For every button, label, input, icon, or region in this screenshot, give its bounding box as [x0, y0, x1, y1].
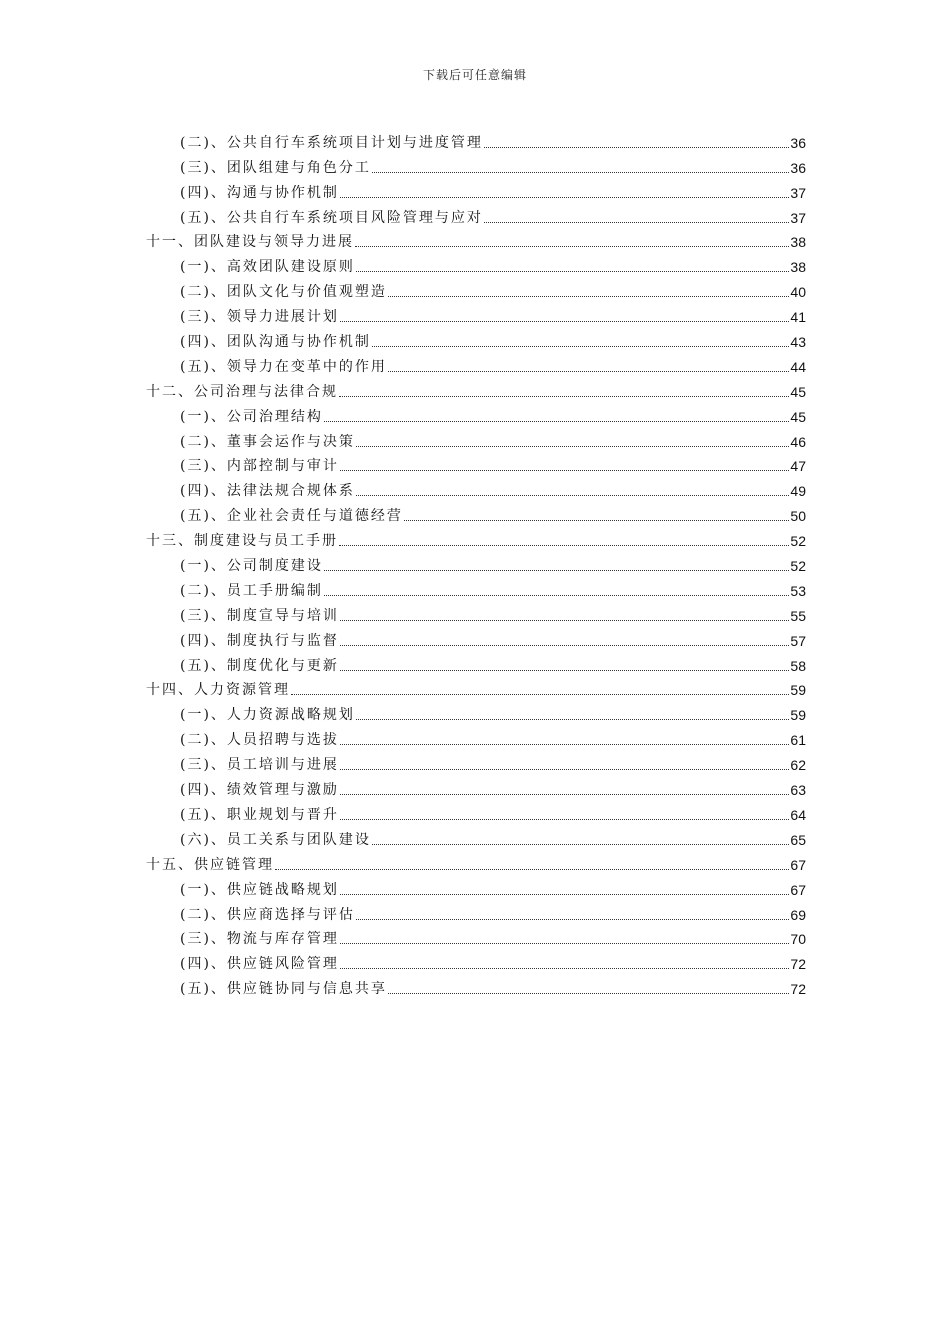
toc-entry-title: (一)、高效团队建设原则 — [180, 259, 355, 276]
toc-section-entry[interactable] — [146, 202, 806, 227]
toc-page-number: 67 — [790, 881, 806, 898]
toc-dot-leader — [340, 645, 789, 646]
toc-page-number: 44 — [790, 358, 806, 375]
toc-dot-leader — [340, 794, 789, 795]
toc-chapter-entry[interactable] — [146, 525, 806, 550]
toc-section-entry[interactable] — [146, 426, 806, 451]
toc-entry-title: (四)、绩效管理与激励 — [180, 782, 339, 799]
toc-page-number: 62 — [790, 757, 806, 774]
toc-dot-leader — [372, 172, 789, 173]
toc-page-number: 50 — [790, 508, 806, 525]
toc-page-number: 69 — [790, 906, 806, 923]
toc-dot-leader — [340, 321, 789, 322]
toc-page-number: 63 — [790, 782, 806, 799]
toc-page-number: 61 — [790, 732, 806, 749]
toc-dot-leader — [340, 670, 789, 671]
toc-entry-title: (三)、物流与库存管理 — [180, 931, 339, 948]
toc-page-number: 70 — [790, 931, 806, 948]
toc-dot-leader — [340, 943, 789, 944]
toc-dot-leader — [324, 421, 789, 422]
toc-entry-title: (四)、沟通与协作机制 — [180, 184, 339, 201]
toc-section-entry[interactable] — [146, 475, 806, 500]
toc-entry-title: (二)、公共自行车系统项目计划与进度管理 — [180, 134, 483, 151]
toc-section-entry[interactable] — [146, 351, 806, 376]
table-of-contents — [146, 127, 806, 998]
toc-section-entry[interactable] — [146, 924, 806, 949]
toc-dot-leader — [340, 620, 789, 621]
toc-page-number: 47 — [790, 458, 806, 475]
toc-page-number: 36 — [790, 159, 806, 176]
toc-entry-title: (二)、供应商选择与评估 — [180, 906, 355, 923]
toc-dot-leader — [324, 595, 789, 596]
toc-dot-leader — [356, 495, 789, 496]
toc-page-number: 38 — [790, 259, 806, 276]
toc-page-number: 38 — [790, 234, 806, 251]
toc-page-number: 59 — [790, 707, 806, 724]
toc-entry-title: (六)、员工关系与团队建设 — [180, 831, 371, 848]
toc-dot-leader — [372, 346, 789, 347]
toc-dot-leader — [340, 744, 789, 745]
toc-section-entry[interactable] — [146, 774, 806, 799]
toc-entry-title: 十三、制度建设与员工手册 — [146, 533, 338, 550]
toc-entry-title: (四)、制度执行与监督 — [180, 632, 339, 649]
toc-entry-title: (五)、供应链协同与信息共享 — [180, 981, 387, 998]
toc-entry-title: (三)、制度宣导与培训 — [180, 607, 339, 624]
toc-dot-leader — [372, 844, 789, 845]
toc-section-entry[interactable] — [146, 451, 806, 476]
toc-page-number: 40 — [790, 284, 806, 301]
toc-page-number: 52 — [790, 558, 806, 575]
toc-dot-leader — [388, 371, 789, 372]
toc-section-entry[interactable] — [146, 899, 806, 924]
toc-dot-leader — [339, 545, 789, 546]
toc-section-entry[interactable] — [146, 799, 806, 824]
toc-section-entry[interactable] — [146, 973, 806, 998]
toc-entry-title: (五)、职业规划与晋升 — [180, 806, 339, 823]
toc-entry-title: (二)、董事会运作与决策 — [180, 433, 355, 450]
toc-entry-title: (二)、人员招聘与选拔 — [180, 732, 339, 749]
toc-dot-leader — [356, 719, 789, 720]
toc-dot-leader — [340, 819, 789, 820]
toc-section-entry[interactable] — [146, 625, 806, 650]
toc-page-number: 59 — [790, 682, 806, 699]
toc-section-entry[interactable] — [146, 874, 806, 899]
toc-entry-title: 十五、供应链管理 — [146, 856, 274, 873]
toc-page-number: 37 — [790, 209, 806, 226]
toc-dot-leader — [340, 968, 789, 969]
toc-entry-title: (二)、员工手册编制 — [180, 582, 323, 599]
toc-dot-leader — [340, 769, 789, 770]
toc-page-number: 45 — [790, 383, 806, 400]
toc-chapter-entry[interactable] — [146, 675, 806, 700]
toc-dot-leader — [340, 470, 789, 471]
toc-entry-title: (一)、公司制度建设 — [180, 558, 323, 575]
toc-section-entry[interactable] — [146, 650, 806, 675]
toc-page-number: 45 — [790, 408, 806, 425]
toc-section-entry[interactable] — [146, 948, 806, 973]
toc-section-entry[interactable] — [146, 326, 806, 351]
toc-dot-leader — [340, 894, 789, 895]
toc-entry-title: (五)、领导力在变革中的作用 — [180, 358, 387, 375]
toc-section-entry[interactable] — [146, 301, 806, 326]
toc-section-entry[interactable] — [146, 276, 806, 301]
toc-page-number: 65 — [790, 831, 806, 848]
toc-dot-leader — [356, 446, 789, 447]
toc-page-number: 72 — [790, 956, 806, 973]
toc-section-entry[interactable] — [146, 550, 806, 575]
toc-section-entry[interactable] — [146, 177, 806, 202]
toc-dot-leader — [275, 869, 789, 870]
toc-page-number: 36 — [790, 134, 806, 151]
toc-dot-leader — [340, 197, 789, 198]
toc-chapter-entry[interactable] — [146, 849, 806, 874]
toc-section-entry[interactable] — [146, 824, 806, 849]
toc-dot-leader — [388, 296, 789, 297]
toc-page-number: 72 — [790, 981, 806, 998]
toc-section-entry[interactable] — [146, 575, 806, 600]
toc-dot-leader — [388, 993, 789, 994]
toc-page-number: 57 — [790, 632, 806, 649]
toc-section-entry[interactable] — [146, 500, 806, 525]
toc-chapter-entry[interactable] — [146, 376, 806, 401]
toc-dot-leader — [356, 271, 789, 272]
toc-page-number: 55 — [790, 607, 806, 624]
toc-entry-title: (四)、供应链风险管理 — [180, 956, 339, 973]
toc-dot-leader — [291, 694, 789, 695]
toc-dot-leader — [339, 396, 789, 397]
toc-dot-leader — [324, 570, 789, 571]
toc-section-entry[interactable] — [146, 699, 806, 724]
toc-entry-title: (四)、团队沟通与协作机制 — [180, 334, 371, 351]
toc-entry-title: (五)、制度优化与更新 — [180, 657, 339, 674]
toc-entry-title: (一)、供应链战略规划 — [180, 881, 339, 898]
toc-entry-title: (三)、领导力进展计划 — [180, 309, 339, 326]
page-header: 下载后可任意编辑 — [422, 68, 527, 82]
toc-page-number: 49 — [790, 483, 806, 500]
toc-dot-leader — [356, 919, 789, 920]
toc-entry-title: (三)、团队组建与角色分工 — [180, 159, 371, 176]
toc-page-number: 58 — [790, 657, 806, 674]
toc-section-entry[interactable] — [146, 127, 806, 152]
toc-section-entry[interactable] — [146, 724, 806, 749]
toc-page-number: 53 — [790, 582, 806, 599]
toc-entry-title: 十二、公司治理与法律合规 — [146, 383, 338, 400]
toc-page-number: 52 — [790, 533, 806, 550]
toc-entry-title: (五)、企业社会责任与道德经营 — [180, 508, 403, 525]
toc-dot-leader — [355, 246, 789, 247]
toc-entry-title: (五)、公共自行车系统项目风险管理与应对 — [180, 209, 483, 226]
toc-entry-title: 十四、人力资源管理 — [146, 682, 290, 699]
toc-section-entry[interactable] — [146, 152, 806, 177]
toc-section-entry[interactable] — [146, 401, 806, 426]
toc-dot-leader — [484, 147, 789, 148]
toc-page-number: 46 — [790, 433, 806, 450]
toc-entry-title: (一)、人力资源战略规划 — [180, 707, 355, 724]
toc-page-number: 43 — [790, 334, 806, 351]
toc-page-number: 67 — [790, 856, 806, 873]
toc-entry-title: (三)、内部控制与审计 — [180, 458, 339, 475]
toc-entry-title: (四)、法律法规合规体系 — [180, 483, 355, 500]
toc-page-number: 41 — [790, 309, 806, 326]
toc-entry-title: (三)、员工培训与进展 — [180, 757, 339, 774]
toc-chapter-entry[interactable] — [146, 227, 806, 252]
toc-page-number: 64 — [790, 806, 806, 823]
toc-entry-title: (一)、公司治理结构 — [180, 408, 323, 425]
toc-page-number: 37 — [790, 184, 806, 201]
toc-dot-leader — [404, 520, 789, 521]
toc-entry-title: 十一、团队建设与领导力进展 — [146, 234, 354, 251]
toc-section-entry[interactable] — [146, 251, 806, 276]
toc-entry-title: (二)、团队文化与价值观塑造 — [180, 284, 387, 301]
toc-section-entry[interactable] — [146, 749, 806, 774]
toc-section-entry[interactable] — [146, 600, 806, 625]
toc-dot-leader — [484, 222, 789, 223]
